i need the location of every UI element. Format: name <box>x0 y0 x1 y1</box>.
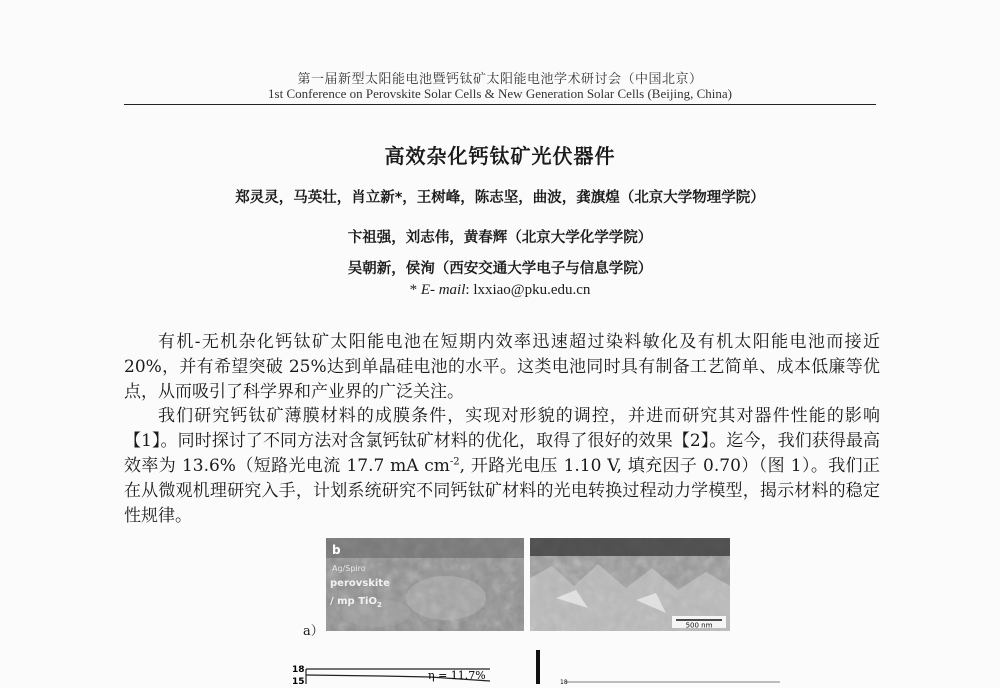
email-address[interactable]: lxxiao@pku.edu.cn <box>473 282 591 298</box>
header-rule <box>124 104 876 105</box>
figure-sem-images <box>326 538 730 631</box>
body-paragraph-2 <box>124 404 880 529</box>
inset-letter: b <box>332 543 341 557</box>
paper-title: 高效杂化钙钛矿光伏器件 <box>384 144 616 168</box>
figure-jv-plots <box>260 648 780 684</box>
p2-superscript: -2 <box>449 456 460 468</box>
p2-part-a: 我们研究钙钛矿薄膜材料的成膜条件，实现对形貌的调控，并进而研究其对器件性能的影响【1】。同时探讨了不同方法对含氯钙钛矿材料的优化，取得了很好的效果【2】。迄今，我们获得最高效率为 13.6%（短路光电流 17.7 mA cm <box>124 406 880 476</box>
panel-divider <box>536 650 540 684</box>
inset-label-3b: 2 <box>376 601 382 609</box>
sem-micrograph <box>326 538 730 631</box>
author-line-2: 卞祖强，刘志伟，黄春辉（北京大学化学学院） <box>347 230 653 246</box>
p2-part-b: , 开路光电压 1.10 V, 填充因子 0.70）（图 1）。我们正在从微观机理研究入手，计划系统研究不同钙钛矿材料的光电转换过程动力学模型，揭示材料的稳定性规律。 <box>124 456 880 526</box>
corresponding-email <box>0 282 1000 299</box>
email-prefix: * <box>409 282 421 298</box>
scale-bar-label: 500 nm <box>685 621 713 630</box>
conference-header-en: 1st Conference on Perovskite Solar Cells & New Generation Solar Cells (Beijing, China) <box>268 86 732 101</box>
email-label: E- mail <box>420 282 466 298</box>
jv-plot-fragment <box>260 648 780 684</box>
author-line-1: 郑灵灵，马英壮，肖立新*，王树峰，陈志坚，曲波，龚旗煌（北京大学物理学院） <box>235 190 765 206</box>
body-paragraph-1: 有机-无机杂化钙钛矿太阳能电池在短期内效率迅速超过染料敏化及有机太阳能电池而接近 20%，并有希望突破 25%达到单晶硅电池的水平。这类电池同时具有制备工艺简单、成本低廉等优点，从而吸引了科学界和产业界的广泛关注。 <box>124 332 880 402</box>
plot-tick-18: 18 <box>292 665 305 675</box>
inset-label-1: Ag/Spiro <box>332 564 366 573</box>
conference-header-zh: 第一届新型太阳能电池暨钙钛矿太阳能电池学术研讨会（中国北京） <box>297 72 703 87</box>
efficiency-annotation: η = 11.7% <box>428 669 486 682</box>
plot-tick-15: 15 <box>292 677 305 684</box>
author-line-3: 吴朝新，侯洵（西安交通大学电子与信息学院） <box>347 261 653 277</box>
email-sep: : <box>465 282 474 298</box>
inset-label-2: perovskite <box>330 578 390 589</box>
inset-label-3a: / mp TiO <box>330 596 377 607</box>
figure-panel-a-label: a） <box>303 624 324 639</box>
right-plot-tick: 18 <box>560 679 568 684</box>
